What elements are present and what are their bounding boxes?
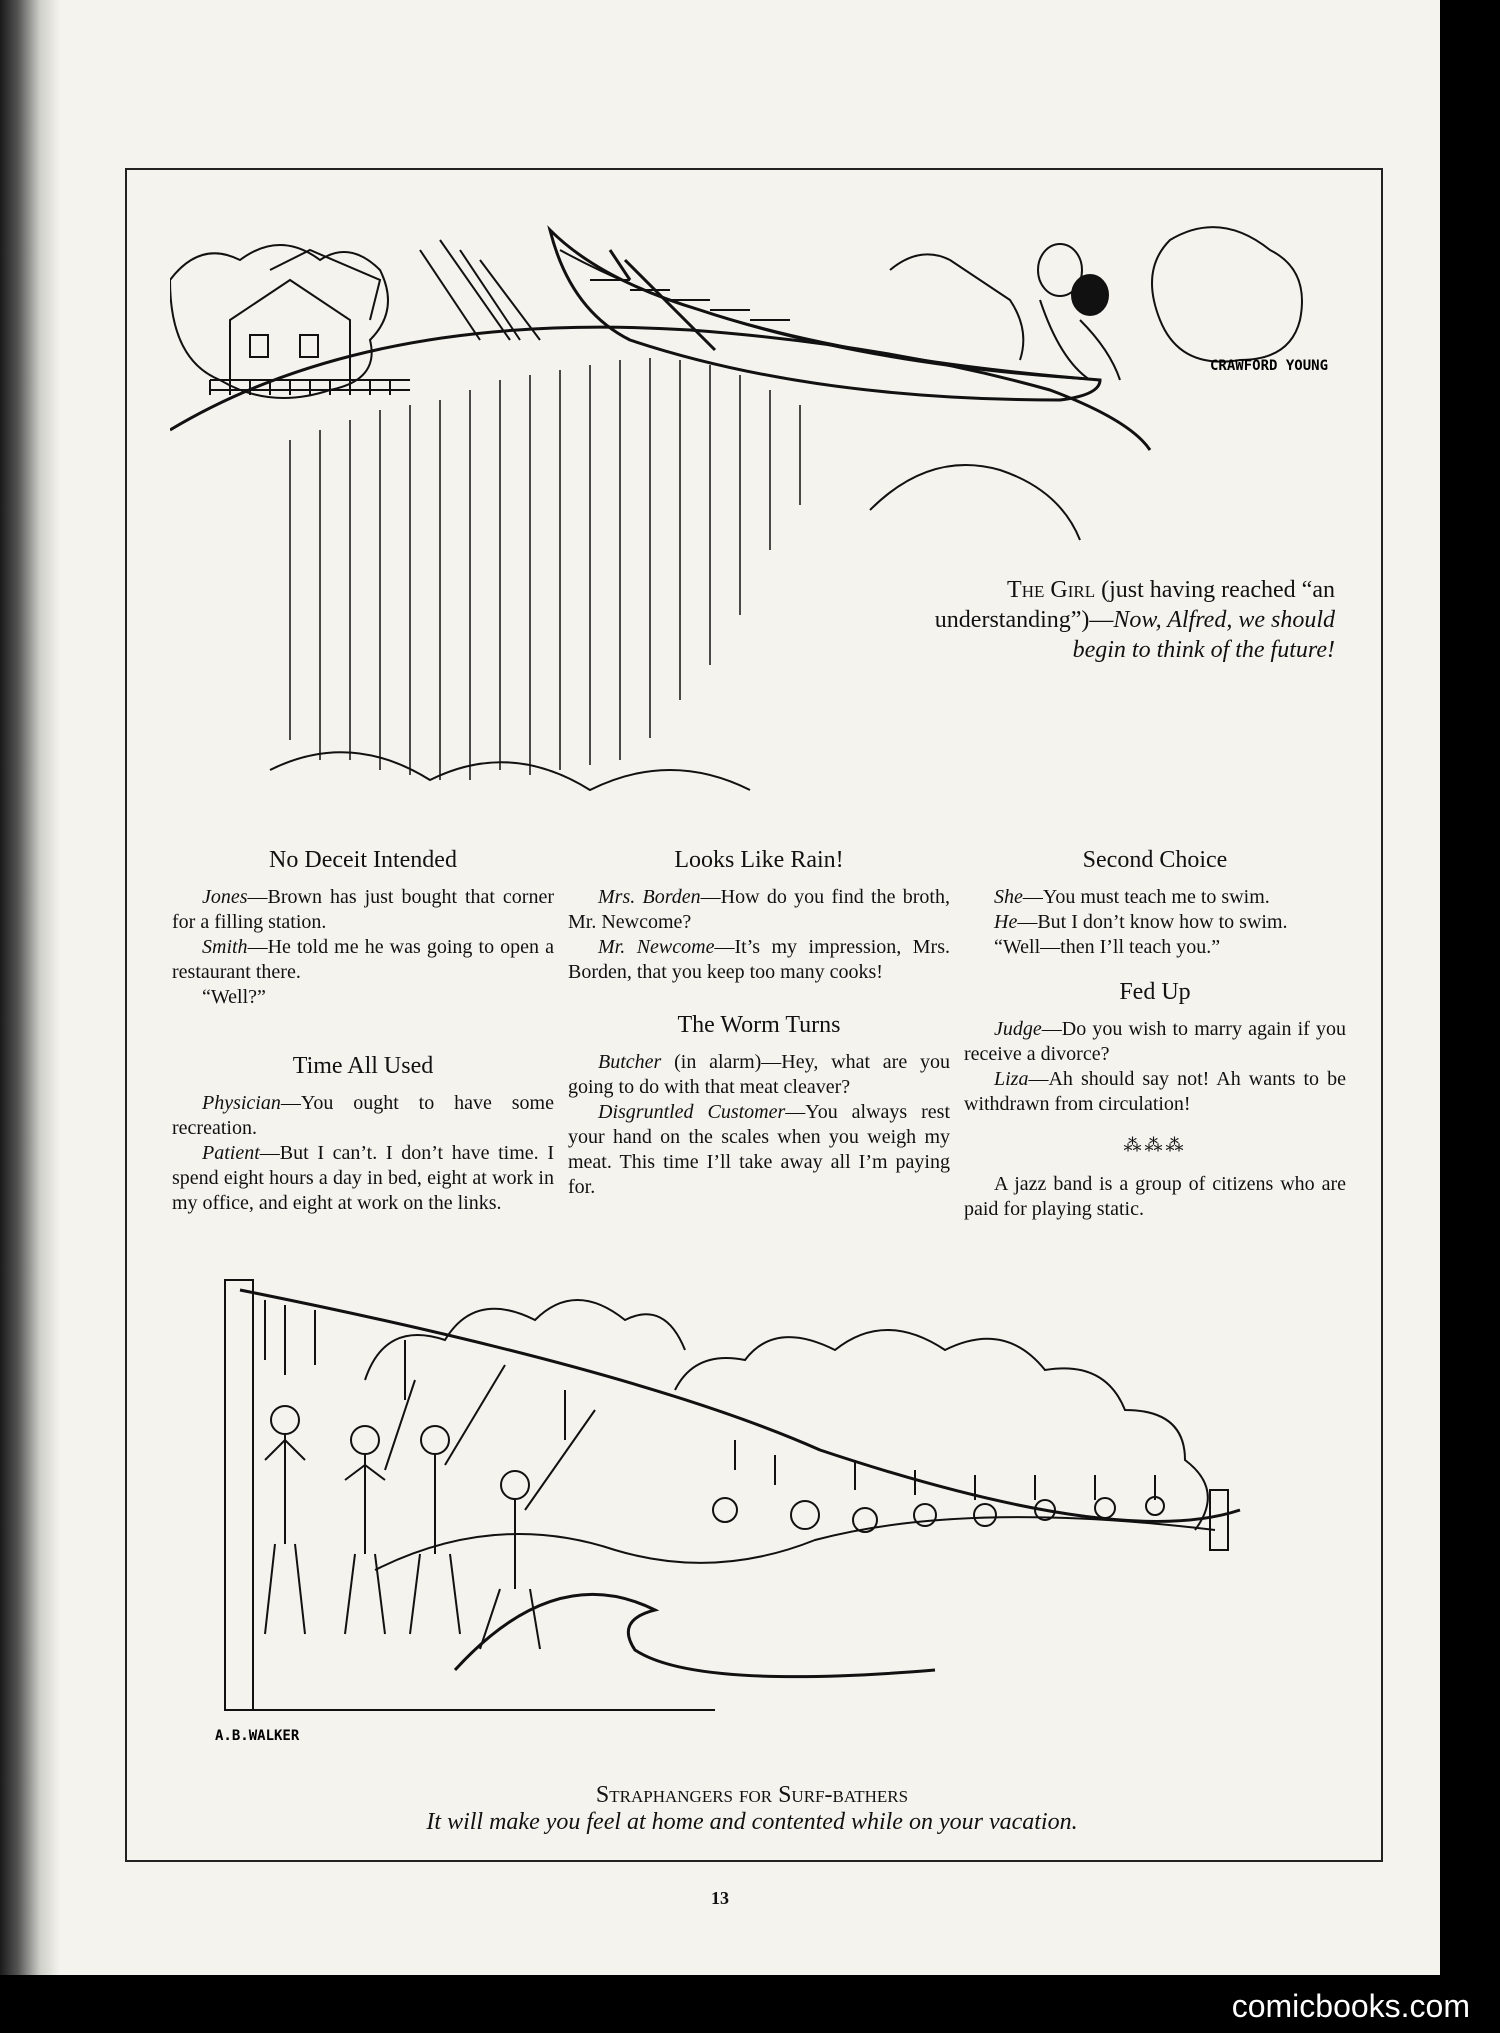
joke-title: The Worm Turns (677, 1012, 841, 1038)
joke-line: Physician—You ought to have some recreation. (172, 1092, 554, 1139)
closing-quip: A jazz band is a group of citizens who are paid for playing static. (964, 1173, 1346, 1220)
right-post (1210, 1490, 1228, 1550)
joke-title: Time All Used (292, 1053, 434, 1079)
joke-line: Patient—But I can’t. I don’t have time. I spend eight hours a day in bed, eight at work in my office, and eight at work on the links. (172, 1142, 554, 1214)
joke-line: Judge—Do you wish to marry again if you receive a divorce? (964, 1018, 1346, 1065)
hanging-straps (265, 1300, 1155, 1500)
joke-line: Disgruntled Customer—You always rest your hand on the scales when you weigh my meat. This time I’ll take away all I’m paying for. (568, 1101, 951, 1198)
swimmers (713, 1497, 1164, 1532)
breaking-wave (455, 1594, 935, 1676)
caption-dialogue: Now, Alfred, we should begin to think of the future! (1072, 607, 1335, 663)
joke-line: He—But I don’t know how to swim. (994, 911, 1288, 933)
joke-title: No Deceit Intended (269, 847, 457, 873)
tree-cluster-left (170, 245, 388, 398)
joke-line: She—You must teach me to swim. (994, 886, 1270, 908)
bathers-on-beach (265, 1365, 595, 1649)
canoe-waterfall-cartoon (170, 210, 1350, 830)
rock-outcrop (870, 465, 1080, 540)
joke-line: Jones—Brown has just bought that corner for a filling station. (172, 886, 554, 933)
artist-signature-top: CRAWFORD YOUNG (1210, 358, 1329, 374)
caption-stage-direction: (just having reached “an understanding”)— (934, 577, 1335, 633)
waterfall (270, 358, 800, 790)
page-number: 13 (711, 1888, 729, 1908)
binding-gutter (0, 0, 60, 1975)
left-post (225, 1280, 253, 1710)
joke-line: Butcher (in alarm)—Hey, what are you going to do with that meat cleaver? (568, 1051, 950, 1098)
cartoon-subtitle: It will make you feel at home and contented while on your vacation. (426, 1809, 1078, 1835)
hatching (420, 240, 540, 340)
joke-title: Fed Up (1119, 979, 1191, 1005)
joke-line: “Well—then I’ll teach you.” (994, 936, 1221, 958)
artist-signature-bottom: A.B.WALKER (215, 1728, 300, 1744)
site-watermark: comicbooks.com (1231, 1988, 1470, 2024)
cloud-right (675, 1330, 1208, 1530)
column-1 (172, 848, 554, 1216)
joke-line: “Well?” (202, 986, 266, 1008)
column-3 (964, 848, 1346, 1222)
surf-bathers-cartoon (195, 1270, 1345, 1770)
joke-line: Mrs. Borden—How do you find the broth, Mr. Newcome? (568, 886, 950, 933)
caption-speaker: The Girl (1007, 577, 1096, 603)
column-2 (568, 848, 950, 1200)
cartoon-title: Straphangers for Surf-bathers (595, 1782, 909, 1808)
section-separator: ⁂⁂⁂ (1123, 1135, 1187, 1155)
joke-title: Looks Like Rain! (674, 847, 844, 873)
joke-line: Mr. Newcome—It’s my impression, Mrs. Borden, that you keep too many cooks! (568, 936, 950, 983)
bottom-cartoon-caption (125, 1782, 1379, 1836)
cloud-left (365, 1300, 685, 1380)
joke-line: Smith—He told me he was going to open a restaurant there. (172, 936, 554, 983)
rope (240, 1290, 1240, 1521)
joke-line: Liza—Ah should say not! Ah wants to be withdrawn from circulation! (964, 1068, 1346, 1115)
joke-title: Second Choice (1082, 847, 1228, 873)
top-cartoon-caption (920, 575, 1335, 665)
tree-cluster-right (1152, 227, 1302, 362)
